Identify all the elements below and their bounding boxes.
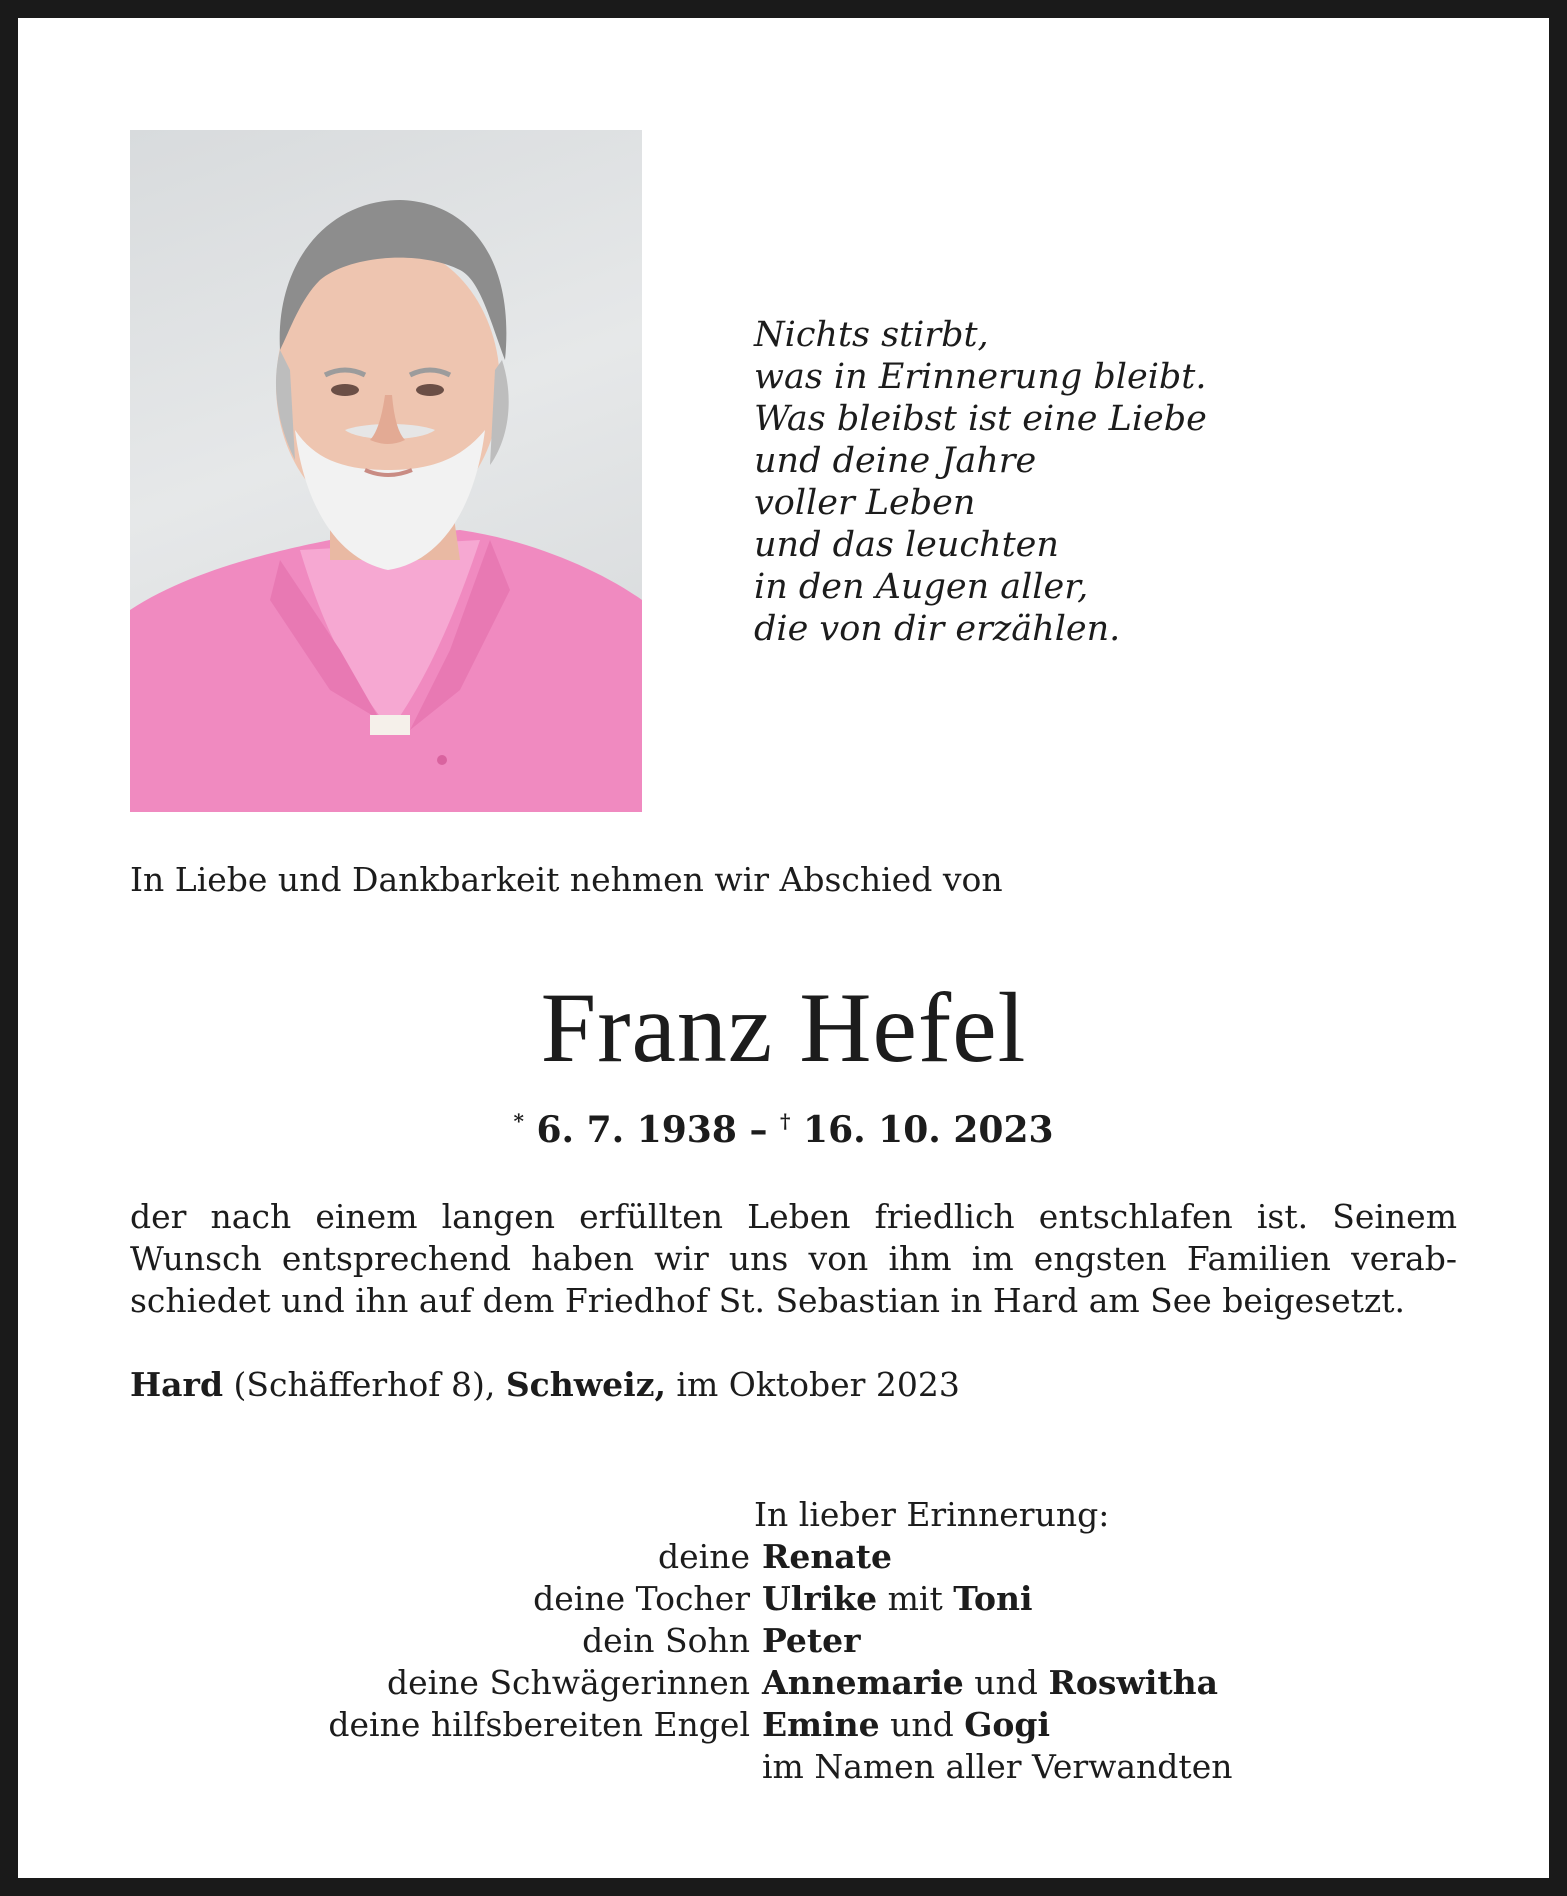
date-line: im Oktober 2023 — [665, 1365, 960, 1404]
mourner-name: Ulrike — [762, 1579, 878, 1618]
poem-line: voller Leben — [754, 483, 976, 523]
relation: dein Sohn — [582, 1621, 750, 1660]
closing-text: im Namen aller Verwandten — [762, 1747, 1233, 1786]
death-symbol: † — [780, 1109, 791, 1133]
portrait-photo — [130, 130, 642, 812]
poem-line: und deine Jahre — [754, 441, 1037, 481]
mourner-row — [130, 1662, 1430, 1704]
text-line: Wunsch entsprechend haben wir uns von ihm im engsten Familien verab- — [130, 1239, 1457, 1278]
memory-heading: In lieber Erinnerung: — [754, 1495, 1110, 1534]
mourners-list — [130, 1536, 1430, 1788]
mourner-name: Gogi — [964, 1705, 1051, 1744]
poem-line: in den Augen aller, — [754, 567, 1089, 607]
portrait-illustration — [130, 130, 642, 812]
mourner-row — [130, 1536, 1430, 1578]
mourner-row — [130, 1704, 1430, 1746]
conjunction: mit — [877, 1579, 954, 1618]
relation: deine Tocher — [533, 1579, 750, 1618]
mourner-name: Renate — [762, 1537, 893, 1576]
country: Schweiz, — [505, 1365, 666, 1404]
birth-date: 6. 7. 1938 — [536, 1109, 737, 1151]
conjunction: und — [963, 1663, 1049, 1702]
text-line: der nach einem langen erfüllten Leben friedlich entschlafen ist. Seinem — [130, 1197, 1457, 1236]
birth-symbol: * — [513, 1109, 524, 1133]
relation: deine hilfsbereiten Engel — [328, 1705, 750, 1744]
date-separator: – — [749, 1109, 768, 1151]
poem-line: was in Erinnerung bleibt. — [754, 357, 1207, 397]
mourner-name: Toni — [953, 1579, 1033, 1618]
poem — [754, 314, 1314, 650]
mourner-row — [130, 1620, 1430, 1662]
poem-line: Was bleibst ist eine Liebe — [754, 399, 1207, 439]
mourner-name: Annemarie — [762, 1663, 964, 1702]
relation: deine — [658, 1537, 750, 1576]
mourner-name: Emine — [762, 1705, 880, 1744]
intro-text: In Liebe und Dankbarkeit nehmen wir Abschied von — [130, 860, 1003, 899]
death-date: 16. 10. 2023 — [803, 1109, 1054, 1151]
announcement-text — [130, 1196, 1457, 1322]
address: (Schäfferhof 8), — [223, 1365, 506, 1404]
poem-line: Nichts stirbt, — [754, 315, 989, 355]
place-date-line — [130, 1363, 960, 1407]
closing-row — [130, 1746, 1430, 1788]
deceased-name: Franz Hefel — [540, 972, 1027, 1083]
obituary-card — [18, 18, 1549, 1878]
mourner-row — [130, 1578, 1430, 1620]
mourner-name: Roswitha — [1048, 1663, 1219, 1702]
poem-line: die von dir erzählen. — [754, 609, 1121, 649]
city: Hard — [130, 1365, 224, 1404]
conjunction: und — [879, 1705, 965, 1744]
text-line: schiedet und ihn auf dem Friedhof St. Sebastian in Hard am See beigesetzt. — [130, 1281, 1406, 1320]
relation: deine Schwägerinnen — [386, 1663, 750, 1702]
poem-line: und das leuchten — [754, 525, 1059, 565]
mourner-name: Peter — [762, 1621, 861, 1660]
life-dates — [18, 1098, 1549, 1153]
